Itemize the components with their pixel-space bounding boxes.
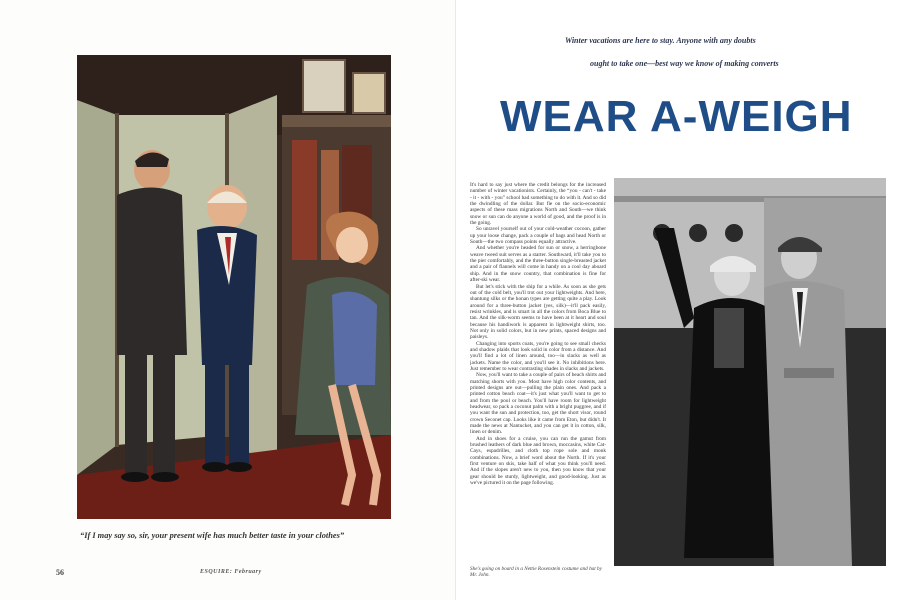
article-body [470,182,606,562]
deck-line-1: Winter vacations are here to stay. Anyone with any doubts [565,36,756,45]
photo-credit: She's going on board in a Nettie Rosenstein costume and hat by Mr. John. [470,566,602,579]
body-paragraph: It's hard to say just where the credit belongs for the increased number of winter vacationists. Certainly, the “you - can't - take - it - with - you” school had something to do with it. And so did the dwindling of the dollar. But fie on the socio-economic aspects of these mass migrations North and South—we think snow or sun can do anyone a world of good, and the proof is in the going. [470,182,606,227]
page-number: 56 [56,568,64,577]
body-paragraph: So unravel yourself out of your cold-weather cocoon, gather up your loose change, pack a couple of bags and head North or South—the two compass points equally attractive. [470,226,606,246]
magazine-footer: ESQUIRE: February [200,569,262,575]
deck-line-2: ought to take one—best way we know of making converts [590,59,779,68]
body-paragraph: Now, you'll want to take a couple of pairs of beach shirts and matching shorts with you. Most have high color contents, and printed designs are out—pulling the plain ones. And pack a printed cotton beach coat—it's just what you'll want to get to and from the pool or beach. You'll have room for lightweight headwear, so pack a coconut palm with a bright puggree, and if you want the sun and protection, too, get the short visor, round crown Seconet cap. Looks like it came from Eton, but didn't. It made the news at Nantucket, and you can get it in cotton, silk, linen or denim. [470,372,606,436]
ship-photo [614,178,886,566]
body-paragraph: Changing into sports coats, you're going to see small checks and shadow plaids that look solid in color from a distance. And you'll find a lot of linen around, too—in slacks as well as jackets. Name the color, and you'll see it. No inhibitions here. Just remember to wear contrasting shades in slacks and jackets. [470,340,606,372]
cartoon-drawing [77,55,391,519]
body-paragraph: And whether you're headed for sun or snow, a herringbone weave tweed suit serves as a starter. Southward, it'll take you to the pier comfortably, and the three-button single-breasted jacket and a pair of flannels will come in handy on a cool day aboard ship. And in the snow country, that combination is fine for after-ski wear. [470,245,606,284]
body-paragraph: And in shoes for a cruise, you can run the gamut from brushed leathers of dark blue and brown, moccasins, white Cat-Cays, espadrilles, and cloth top rope sole and monk combinations. Now, a brief word about the North. If it's your first venture on skis, take half of what you think you'll need. And if the slopes aren't new to you, then you know that your gear should be sturdy, lightweight, and good-looking. Just as we've pictured it on the page following. [470,435,606,487]
body-paragraph: But let's stick with the ship for a while. As soon as she gets out of the cold belt, you'll trot out your lightweights. And here, shantung silks or the honan types are getting quite a play. Look around for a three-button jacket (yes, silk)—it'll pack easily, resist wrinkles, and is smart in all the colors from Boca Blue to tan. And the silk-worm seems to have been at it heart and soul because his handiwork is apparent in lightweight shirts, too. Not only in solid colors, but in new prints, spaced designs and paisleys. [470,283,606,341]
couple-on-ship-photo [614,178,886,566]
cartoon-illustration [77,55,391,519]
illustration-caption: “If I may say so, sir, your present wife has much better taste in your clothes” [80,531,345,540]
article-headline: WEAR A-WEIGH [500,92,853,141]
